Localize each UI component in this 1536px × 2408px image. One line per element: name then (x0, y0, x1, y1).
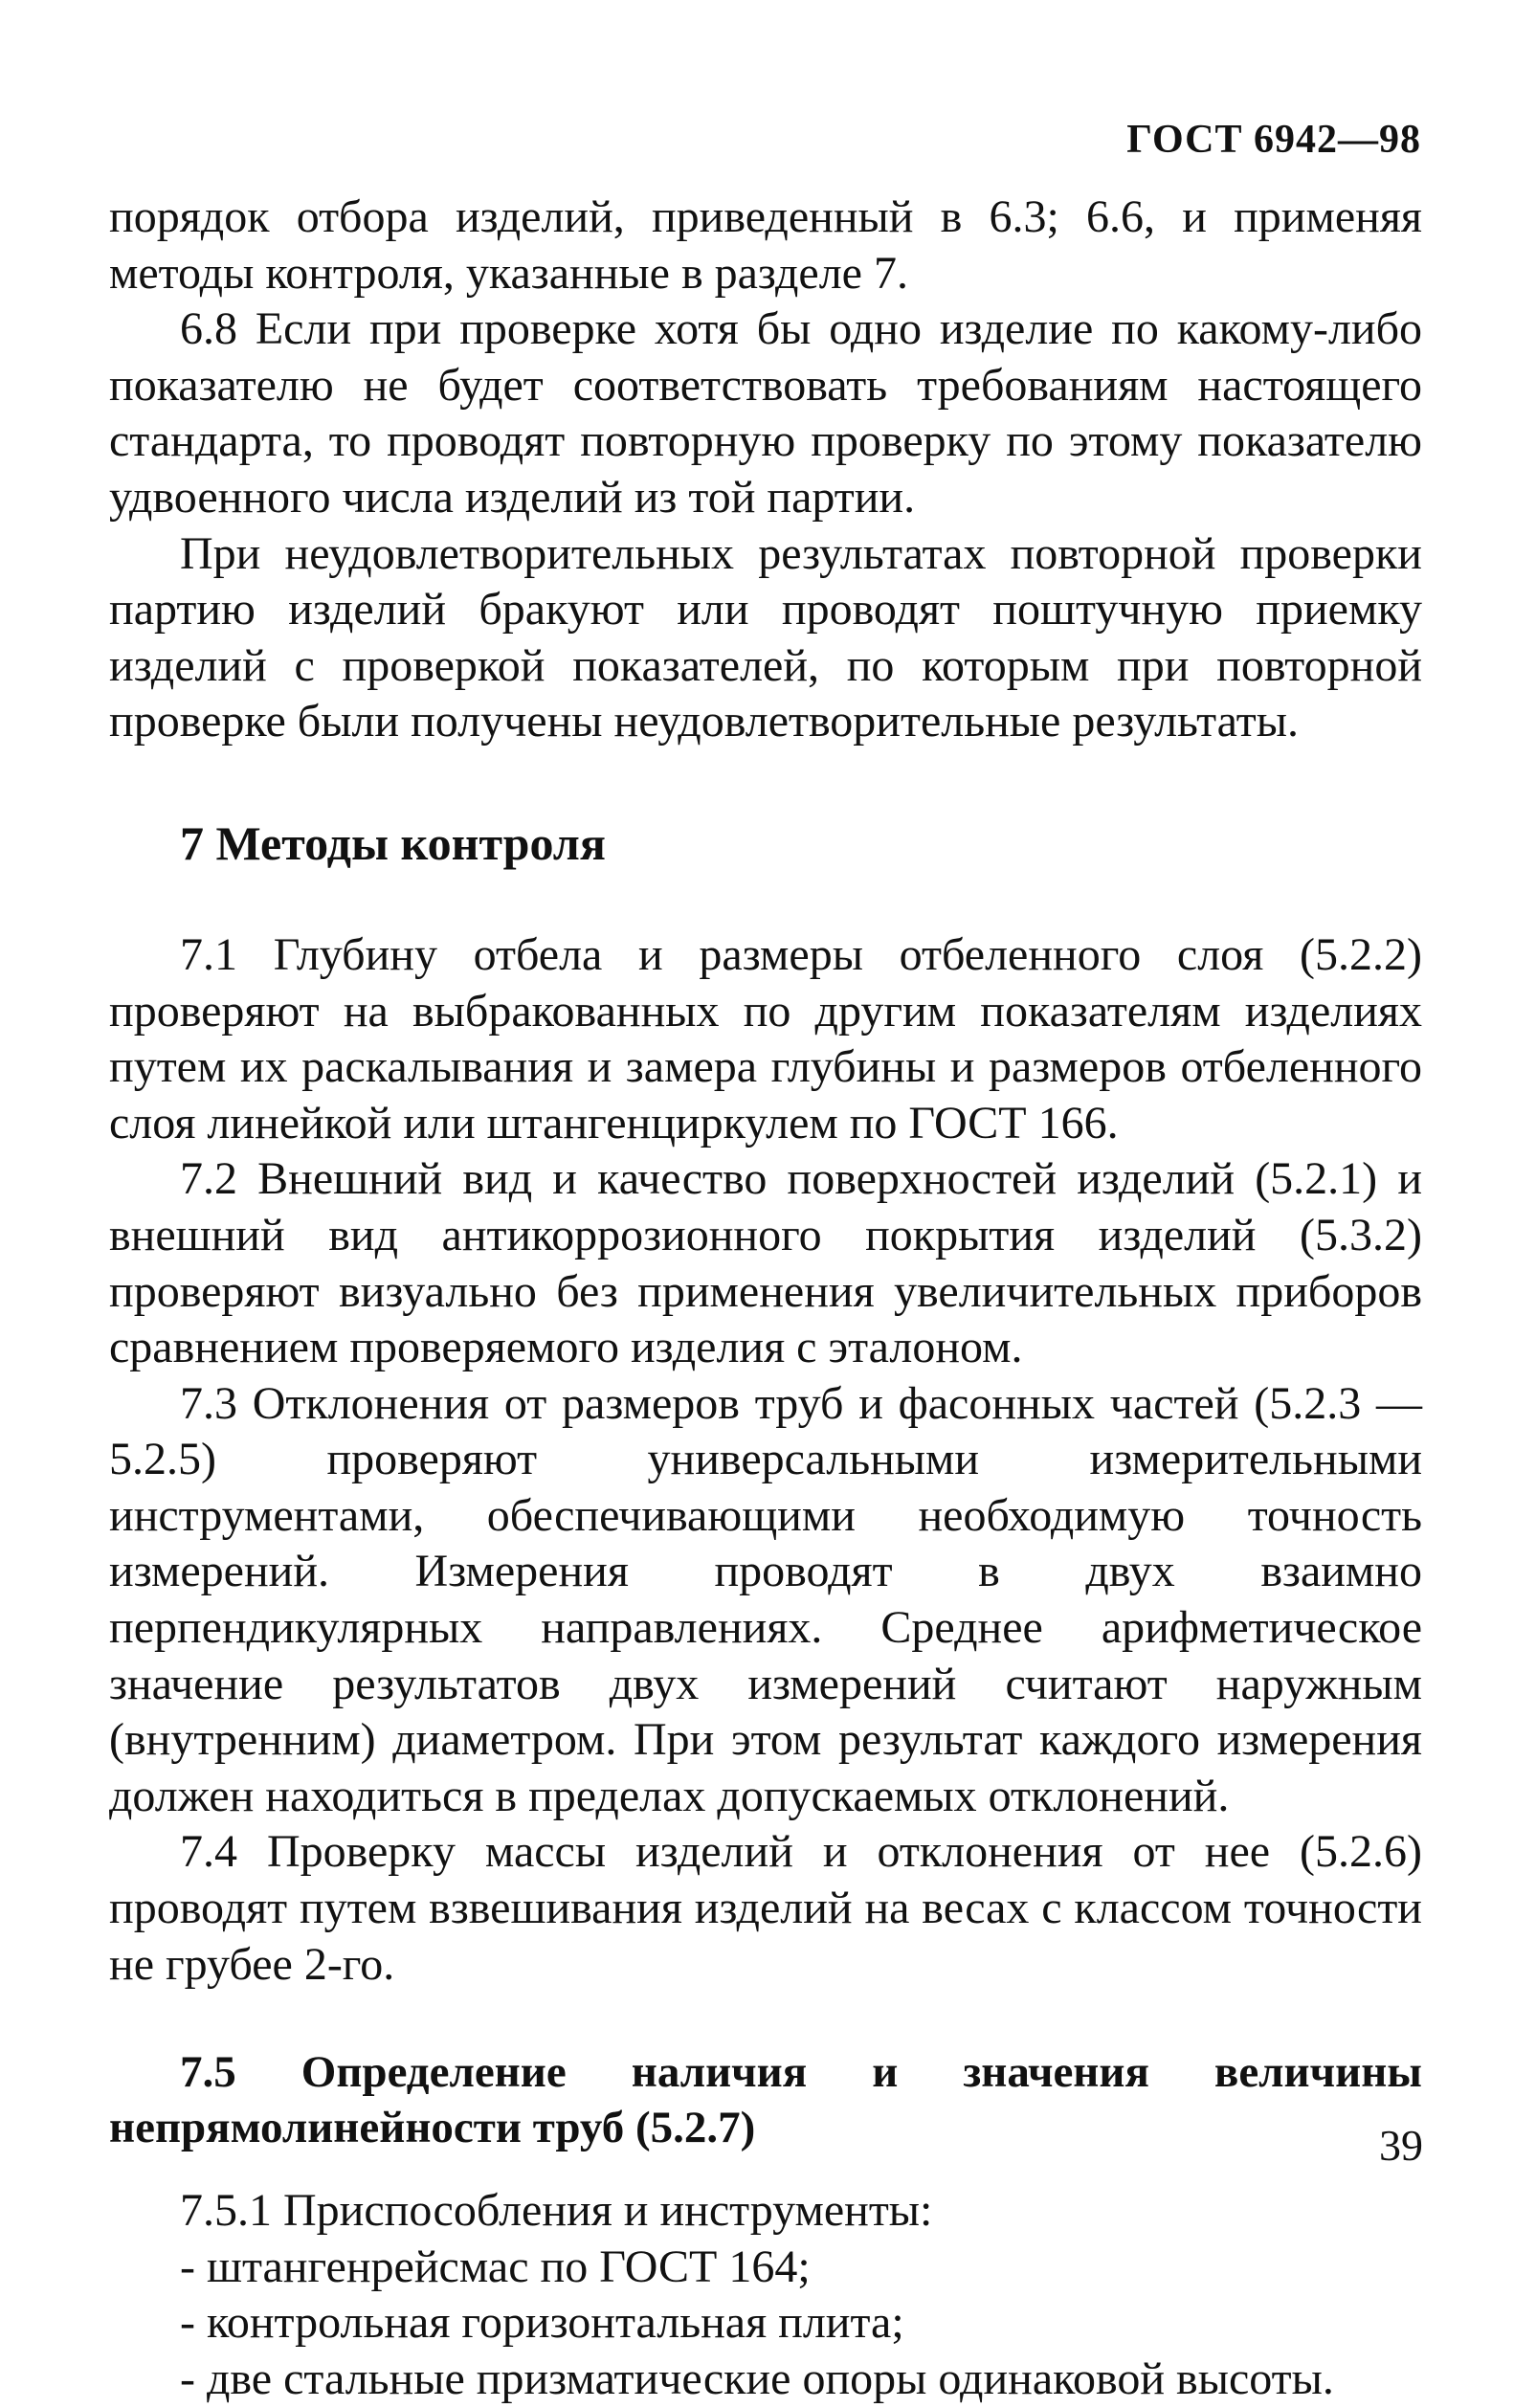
page-number: 39 (1379, 2121, 1423, 2170)
paragraph-6-8-continued: При неудовлетворительных результатах повторной проверки партию изделий бракуют или проводят поштучную приемку изделий с проверкой показателей, по которым при повторной проверке были получены неудовлетворительные результаты. (109, 527, 1422, 747)
paragraph-continuation: порядок отбора изделий, приведенный в 6.3; 6.6, и применяя методы контроля, указанные в разделе 7. (109, 191, 1422, 299)
document-body (109, 190, 1422, 2408)
paragraph-7-5-1: 7.5.1 Приспособления и инструменты: (180, 2185, 933, 2237)
paragraph-7-1: 7.1 Глубину отбела и размеры отбеленного слоя (5.2.2) проверяют на выбракованных по другим показателям изделиях путем их раскалывания и замера глубины и размеров отбеленного слоя линейкой или штангенциркулем по ГОСТ 166. (109, 928, 1422, 1148)
paragraph-7-2: 7.2 Внешний вид и качество поверхностей изделий (5.2.1) и внешний вид антикоррозионного покрытия изделий (5.3.2) проверяют визуально без применения увеличительных приборов сравнением проверяемого изделия с эталоном. (109, 1153, 1422, 1373)
list-item: - две стальные призматические опоры одинаковой высоты. (180, 2353, 1334, 2404)
list-item: - штангенрейсмас по ГОСТ 164; (180, 2241, 811, 2292)
list-item: - контрольная горизонтальная плита; (180, 2297, 904, 2349)
tools-list (109, 2240, 1422, 2408)
section-7-heading: 7 Методы контроля (180, 815, 606, 870)
subsection-7-5-heading: 7.5 Определение наличия и значения величины непрямолинейности труб (5.2.7) (109, 2047, 1422, 2153)
paragraph-6-8: 6.8 Если при проверке хотя бы одно изделие по какому-либо показателю не будет соответствовать требованиям настоящего стандарта, то проводят повторную проверку по этому показателю удвоенного числа изделий из той партии. (109, 303, 1422, 523)
document-code-header: ГОСТ 6942—98 (1126, 118, 1421, 162)
paragraph-7-3: 7.3 Отклонения от размеров труб и фасонных частей (5.2.3 — 5.2.5) проверяют универсальными измерительными инструментами, обеспечивающими необходимую точность измерений. Измерения проводят в двух взаимно перпендикулярных направлениях. Среднее арифметическое значение результатов двух измерений считают наружным (внутренним) диаметром. При этом результат каждого измерения должен находиться в пределах допускаемых отклонений. (109, 1377, 1422, 1821)
paragraph-7-4: 7.4 Проверку массы изделий и отклонения от нее (5.2.6) проводят путем взвешивания изделий на весах с классом точности не грубее 2-го. (109, 1826, 1422, 1990)
